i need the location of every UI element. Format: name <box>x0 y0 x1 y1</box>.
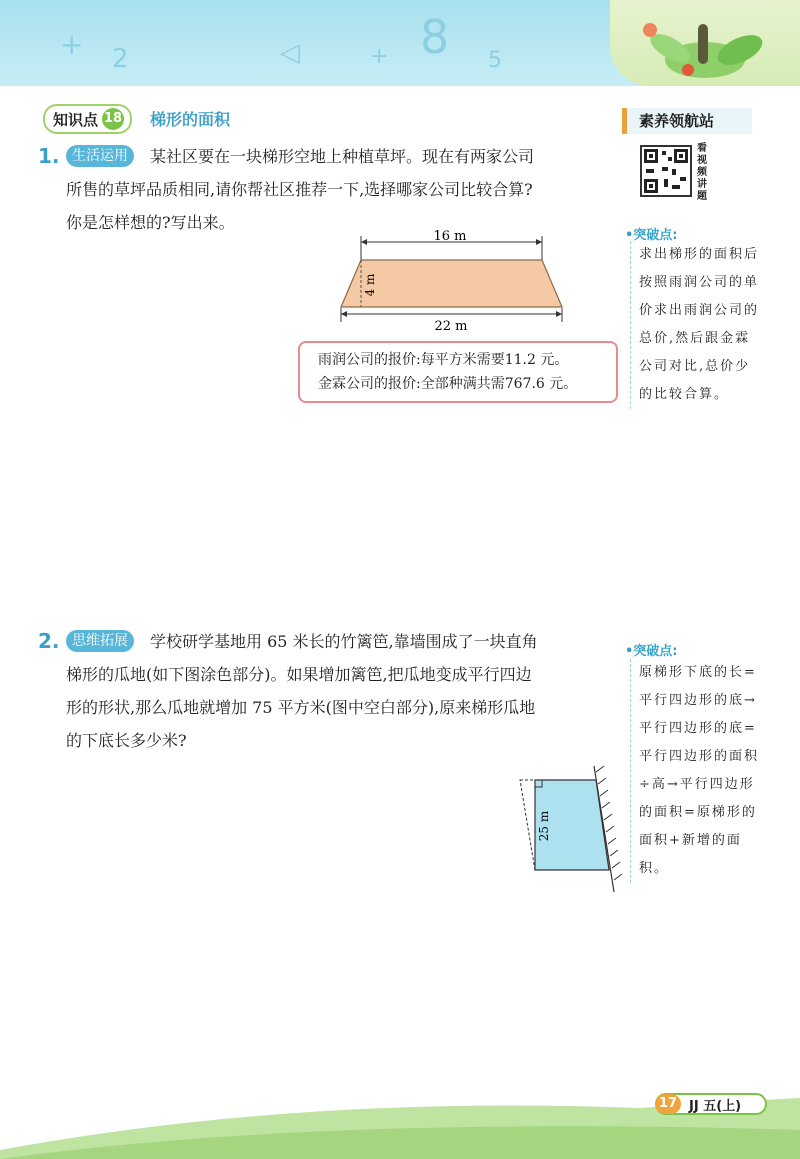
decor-five-icon: 5 <box>488 48 502 73</box>
garden-figure <box>510 760 640 900</box>
tip-label-2: •突破点: <box>625 644 678 659</box>
tip-label-1: •突破点: <box>625 228 678 243</box>
header-plant-panel <box>610 0 800 86</box>
garden-height-label: 25 m <box>537 810 551 842</box>
question-line: 学校研学基地用 65 米长的竹篱笆,靠墙围成了一块直角 <box>150 632 538 651</box>
plant-leaf-icon <box>610 0 800 86</box>
decor-triangle-icon: ◁ <box>280 38 300 68</box>
price-box <box>298 341 618 403</box>
qr-code-icon[interactable] <box>640 145 692 197</box>
question-tag: 思维拓展 <box>66 630 134 652</box>
price-line: 雨润公司的报价:每平方米需要11.2 元。 <box>318 352 569 368</box>
tip-text-1: 求出梯形的面积后按照雨润公司的单价求出雨润公司的总价,然后跟金霖公司对比,总价少的比较合算。 <box>630 241 764 409</box>
decor-plus-icon: + <box>60 28 84 61</box>
bottom-base-label: 22 m <box>434 319 468 334</box>
decor-digit-icon: 2 <box>112 44 129 74</box>
qr-caption: 看视频讲题 <box>697 143 707 202</box>
added-blank-area <box>520 780 535 870</box>
question-line: 某社区要在一块梯形空地上种植草坪。现在有两家公司 <box>150 147 535 166</box>
tip-text-2: 原梯形下底的长=平行四边形的底→平行四边形的底=平行四边形的面积÷高→平行四边形的面积=原梯形的面积+新增的面积。 <box>630 659 764 883</box>
price-line: 金霖公司的报价:全部种满共需767.6 元。 <box>318 376 578 392</box>
question-number: 2. <box>38 629 60 653</box>
page-number-badge <box>655 1093 767 1115</box>
question-line: 形的形状,那么瓜地就增加 75 平方米(图中空白部分),原来梯形瓜地 <box>66 698 536 717</box>
edition-label: JJ 五(上) <box>689 1098 742 1114</box>
page-number: 17 <box>655 1094 681 1114</box>
knowledge-point-number: 18 <box>102 108 124 130</box>
decor-plus-icon: + <box>370 44 389 69</box>
trapezoid-figure <box>330 230 580 340</box>
knowledge-point-badge <box>43 104 132 134</box>
question-number: 1. <box>38 144 60 168</box>
question-line: 的下底长多少米? <box>66 731 187 750</box>
question-line: 所售的草坪品质相同,请你帮社区推荐一下,选择哪家公司比较合算? <box>66 180 533 199</box>
header-banner <box>0 0 800 86</box>
question-tag: 生活运用 <box>66 145 134 167</box>
question-line: 你是怎样想的?写出来。 <box>66 213 235 232</box>
decor-eight-icon: 8 <box>420 10 450 64</box>
knowledge-point-label: 知识点 <box>53 110 99 129</box>
question-line: 梯形的瓜地(如下图涂色部分)。如果增加篱笆,把瓜地变成平行四边 <box>66 665 532 684</box>
height-label: 4 m <box>363 273 377 297</box>
sidebar-title: 素养领航站 <box>622 108 752 134</box>
top-base-label: 16 m <box>433 230 467 244</box>
knowledge-point-title: 梯形的面积 <box>150 110 231 129</box>
